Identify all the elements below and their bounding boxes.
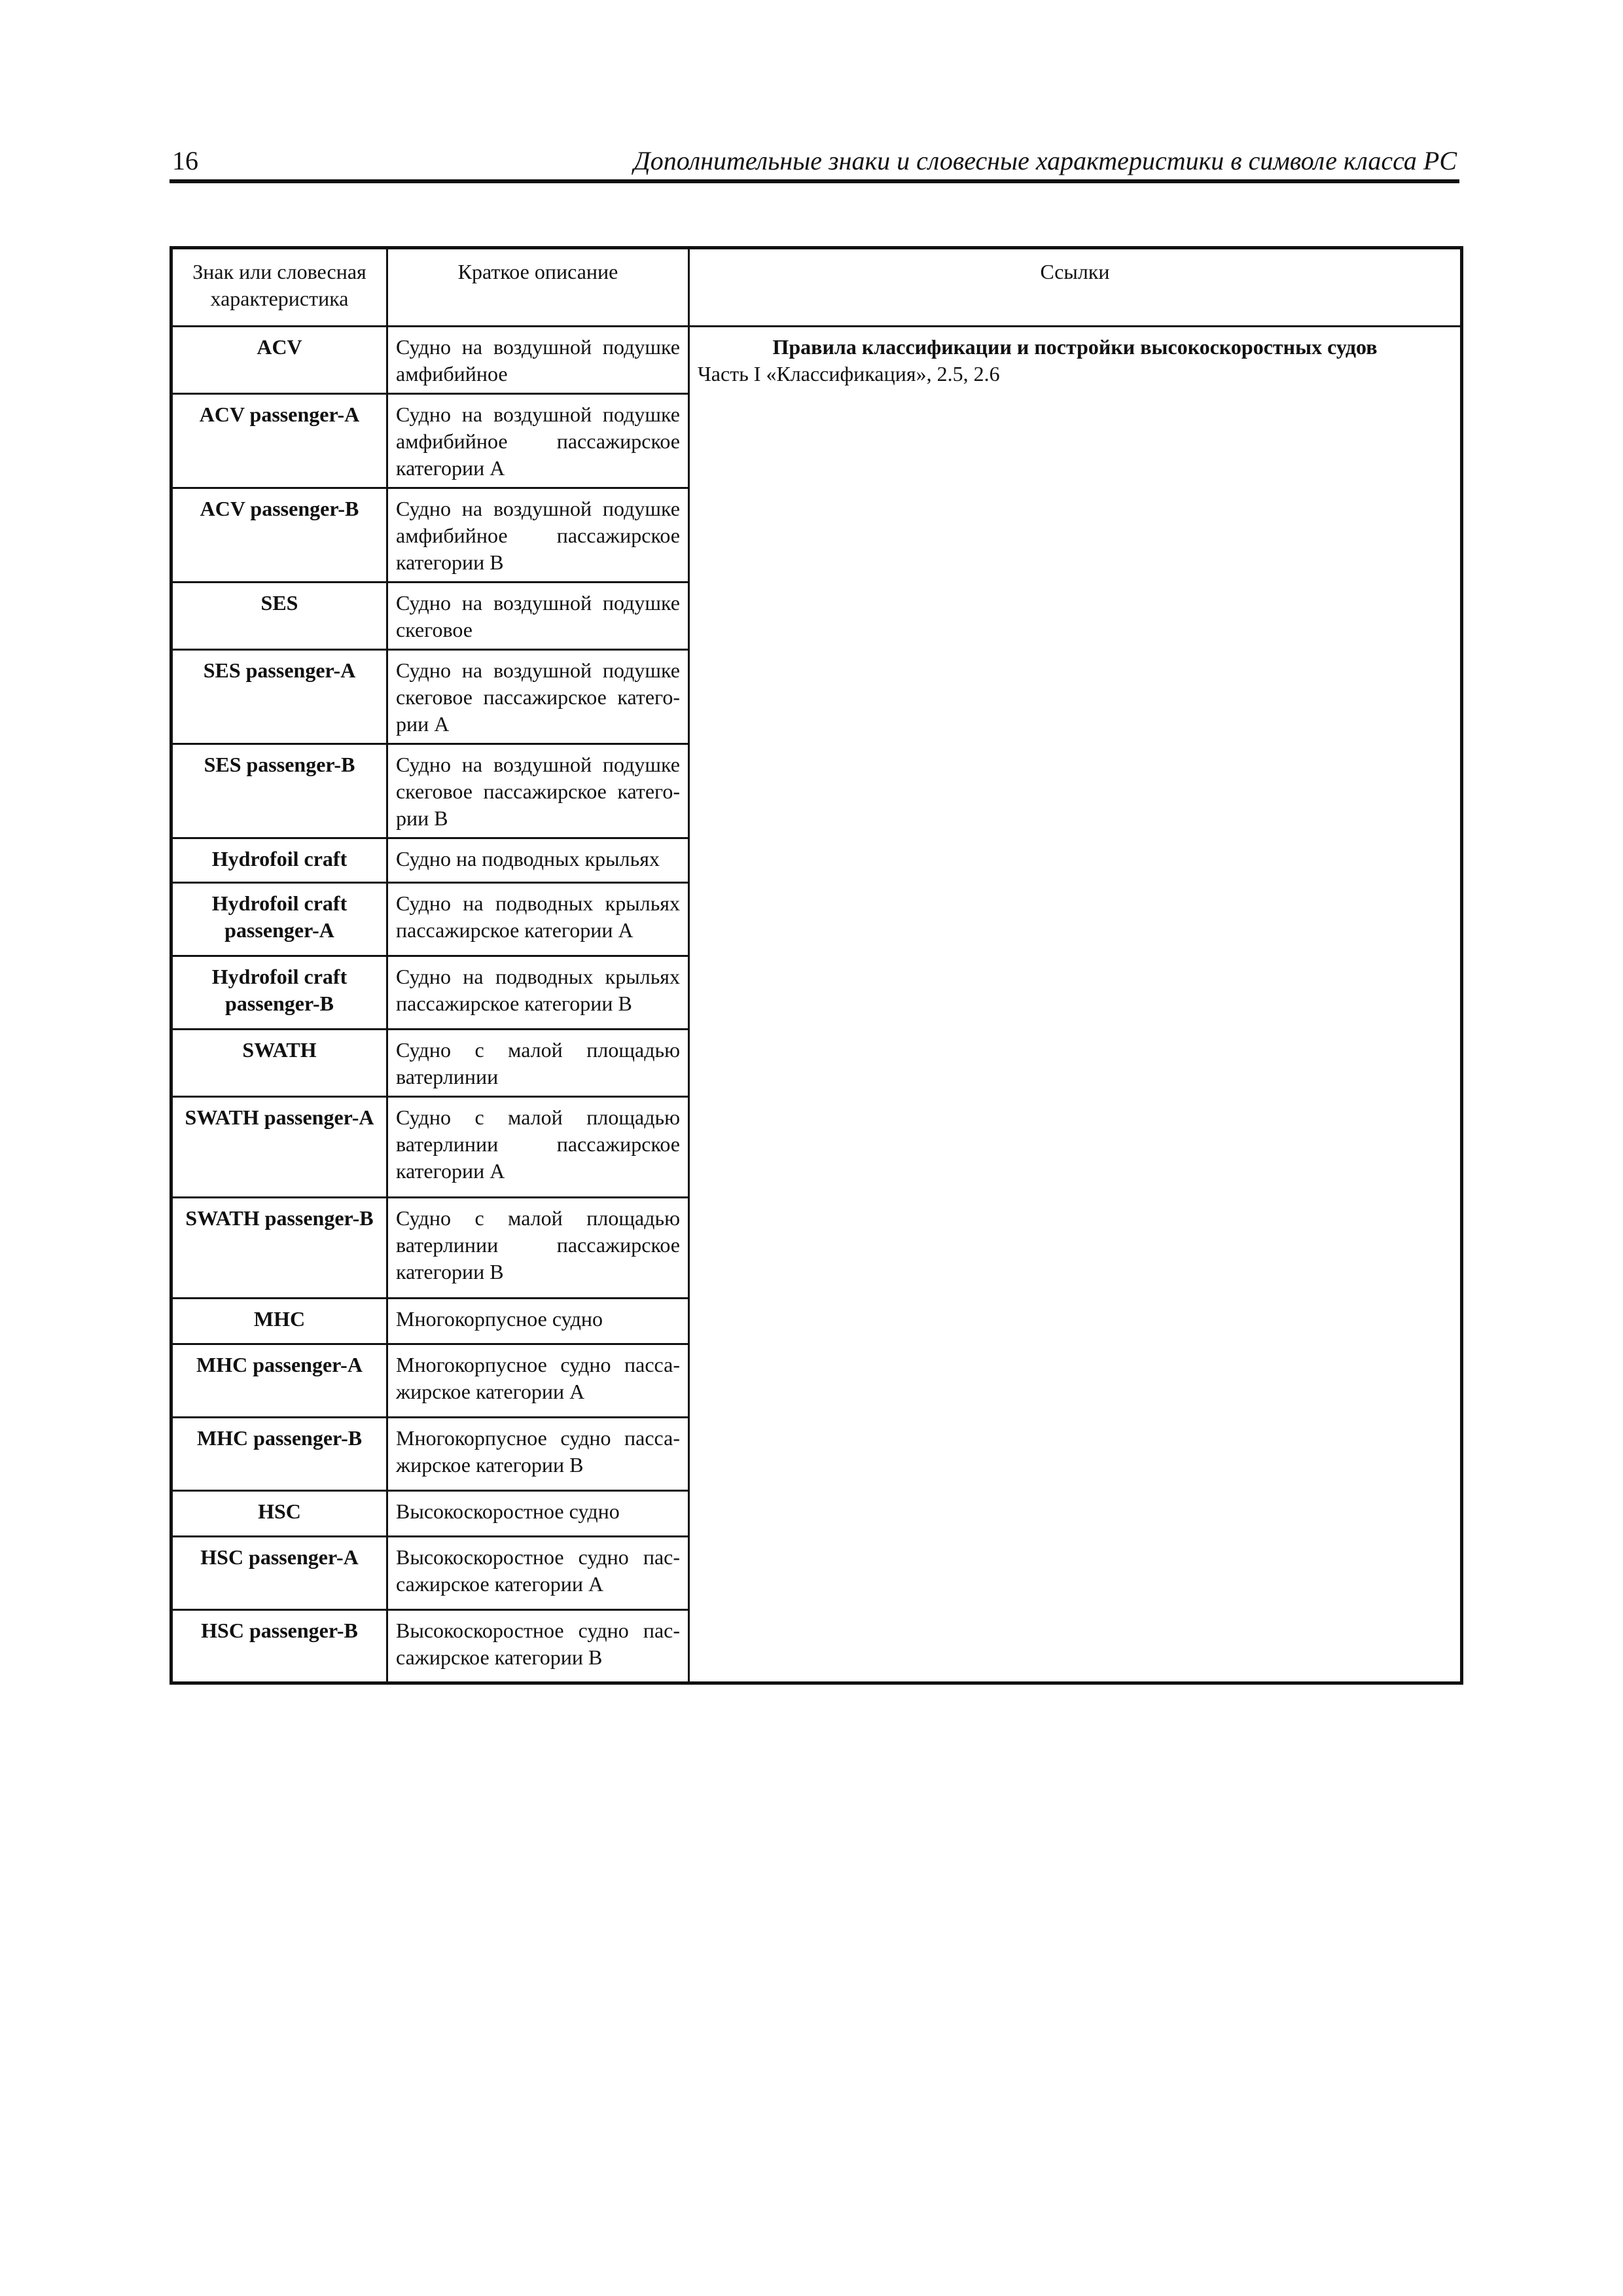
table-row — [171, 327, 1462, 394]
sign-cell: SWATH — [171, 1030, 387, 1097]
sign-cell: Hydrofoil craft passenger-B — [171, 956, 387, 1030]
column-header-description: Краткое описание — [387, 248, 689, 327]
description-cell: Судно на подводных крыльях пассажирское категории В — [387, 956, 689, 1030]
table-header-row — [171, 248, 1462, 327]
description-cell: Судно с малой площадью ватерлинии пассажирское категории А — [387, 1097, 689, 1198]
description-cell: Судно на воздушной подушке амфибийное пассажирское категории В — [387, 488, 689, 583]
page-header — [169, 143, 1459, 183]
description-cell: Высокоскоростное судно — [387, 1491, 689, 1537]
running-title: Дополнительные знаки и словесные характеристики в символе класса РС — [633, 146, 1457, 175]
description-cell: Высокоскоростное судно пассажирское категории А — [387, 1537, 689, 1610]
sign-cell: HSC — [171, 1491, 387, 1537]
column-header-references: Ссылки — [689, 248, 1462, 327]
reference-document-title: Правила классификации и постройки высокоскоростных судов — [772, 335, 1378, 359]
sign-cell: MHC passenger-B — [171, 1418, 387, 1491]
sign-cell: ACV — [171, 327, 387, 394]
sign-cell: HSC passenger-B — [171, 1610, 387, 1683]
sign-cell: SWATH passenger-A — [171, 1097, 387, 1198]
description-cell: Судно с малой площадью ватерлинии — [387, 1030, 689, 1097]
description-cell: Многокорпусное судно пассажирское категории В — [387, 1418, 689, 1491]
sign-cell: ACV passenger-B — [171, 488, 387, 583]
description-cell: Судно на воздушной подушке скеговое пассажирское категории А — [387, 650, 689, 744]
description-cell: Высокоскоростное судно пассажирское категории В — [387, 1610, 689, 1683]
page-number: 16 — [172, 146, 198, 175]
sign-cell: Hydrofoil craft passenger-A — [171, 883, 387, 956]
description-cell: Судно на воздушной подушке скеговое пассажирское категории В — [387, 744, 689, 838]
description-cell: Многокорпусное судно пассажирское категории А — [387, 1344, 689, 1418]
column-header-sign: Знак или словесная характеристика — [171, 248, 387, 327]
description-cell: Судно на подводных крыльях пассажирское категории А — [387, 883, 689, 956]
sign-cell: SES passenger-A — [171, 650, 387, 744]
description-cell: Судно на подводных крыльях — [387, 838, 689, 883]
sign-cell: SES — [171, 583, 387, 650]
sign-cell: MHC — [171, 1299, 387, 1344]
description-cell: Многокорпусное судно — [387, 1299, 689, 1344]
description-cell: Судно на воздушной подушке скеговое — [387, 583, 689, 650]
sign-cell: Hydrofoil craft — [171, 838, 387, 883]
table-body — [171, 327, 1462, 1683]
references-cell — [689, 327, 1462, 1683]
sign-cell: ACV passenger-A — [171, 394, 387, 488]
sign-cell: SES passenger-B — [171, 744, 387, 838]
description-cell: Судно на воздушной подушке амфибийное пассажирское категории А — [387, 394, 689, 488]
sign-cell: MHC passenger-A — [171, 1344, 387, 1418]
reference-section: Часть I «Классификация», 2.5, 2.6 — [698, 362, 1000, 386]
sign-cell: HSC passenger-A — [171, 1537, 387, 1610]
description-cell: Судно с малой площадью ватерлинии пассажирское категории В — [387, 1198, 689, 1299]
sign-reference-table — [169, 246, 1463, 1685]
description-cell: Судно на воздушной подушке амфибийное — [387, 327, 689, 394]
sign-cell: SWATH passenger-B — [171, 1198, 387, 1299]
